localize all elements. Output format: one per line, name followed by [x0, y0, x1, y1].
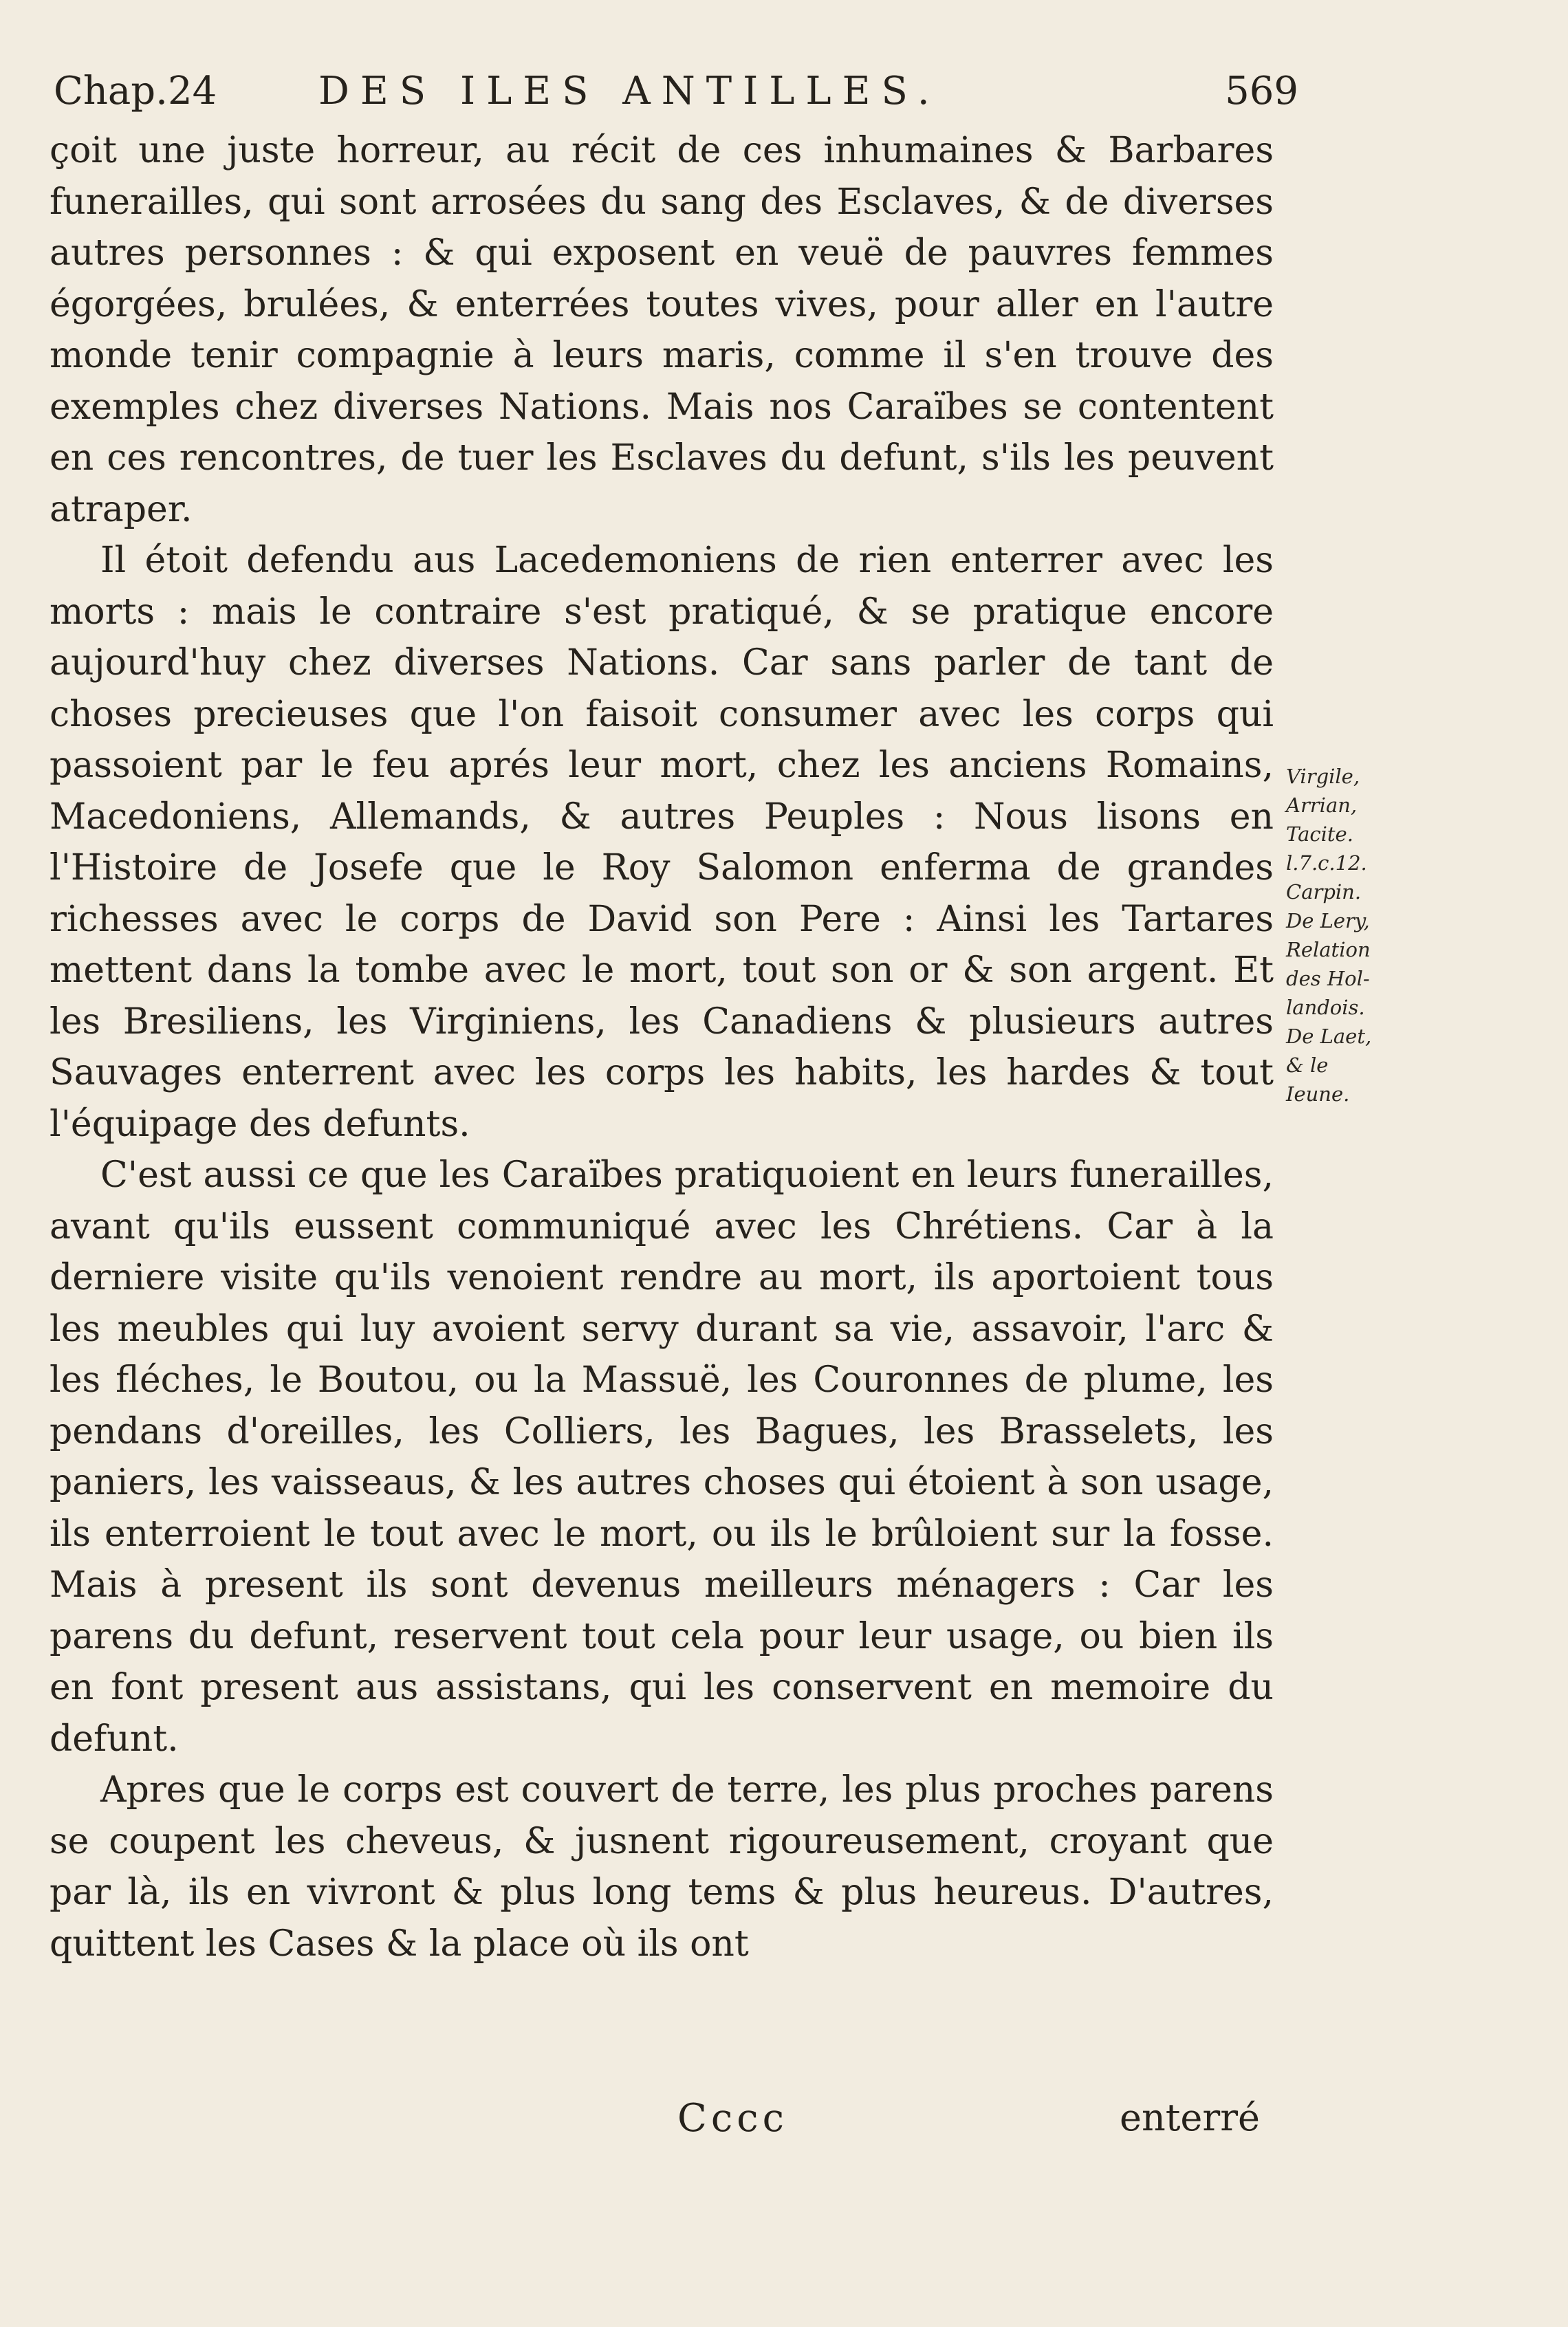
marginal-references	[1286, 762, 1424, 1108]
margin-note: De Laet,	[1286, 1025, 1372, 1048]
paragraph-2: Il étoit defendu aus Lacedemoniens de rien enterrer avec les morts : mais le contraire s'est pratiqué, & se pratique encore aujourd'huy chez diverses Nations. Car sans parler de tant de choses precieuses que l'on faisoit consumer avec les corps qui passoient par le feu aprés leur mort, chez les anciens Romains, Macedoniens, Allemands, & autres Peuples : Nous lisons en l'Histoire de Josefe que le Roy Salomon enferma de grandes richesses avec le corps de David son Pere : Ainsi les Tartares mettent dans la tombe avec le mort, tout son or & son argent. Et les Bresiliens, les Virginiens, les Canadiens & plusieurs autres Sauvages enterrent avec les corps les habits, les hardes & tout l'équipage des defunts.	[50, 540, 1274, 1145]
paragraph-3: C'est aussi ce que les Caraïbes pratiquoient en leurs funerailles, avant qu'ils eussent communiqué avec les Chrétiens. Car à la derniere visite qu'ils venoient rendre au mort, ils aportoient tous les meubles qui luy avoient servy durant sa vie, assavoir, l'arc & les fléches, le Boutou, ou la Massuë, les Couronnes de plume, les pendans d'oreilles, les Colliers, les Bagues, les Brasselets, les paniers, les vaisseaus, & les autres choses qui étoient à son usage, ils enterroient le tout avec le mort, ou ils le brûloient sur la fosse. Mais à present ils sont devenus meilleurs ménagers : Car les parens du defunt, reservent tout cela pour leur usage, ou bien ils en font present aus assistans, qui les conservent en memoire du defunt.	[50, 1155, 1274, 1760]
running-title: DES ILES ANTILLES.	[318, 69, 941, 113]
page-number: 569	[1225, 69, 1298, 113]
margin-note: Virgile,	[1286, 765, 1360, 788]
paragraph-4: Apres que le corps est couvert de terre, les plus proches parens se coupent les cheveus, & jusnent rigoureusement, croyant que par là, ils en vivront & plus long tems & plus heureus. D'autres, quittent les Cases & la place où ils ont	[50, 1769, 1274, 1965]
catchword: enterré	[1120, 2096, 1260, 2139]
margin-note: & le	[1286, 1053, 1329, 1077]
margin-note: des Hol-	[1286, 967, 1370, 990]
margin-note: Tacite.	[1286, 822, 1353, 846]
running-header	[54, 69, 1298, 124]
margin-note: Ieune.	[1286, 1082, 1350, 1106]
margin-note: Carpin.	[1286, 880, 1362, 904]
signature-mark: Cccc	[677, 2096, 788, 2141]
main-text	[50, 125, 1274, 1969]
margin-note: l.7.c.12.	[1286, 851, 1367, 875]
paragraph-1: çoit une juste horreur, au récit de ces inhumaines & Barbares funerailles, qui sont arrosées du sang des Esclaves, & de diverses autres personnes : & qui exposent en veuë de pauvres femmes égorgées, brulées, & enterrées toutes vives, pour aller en l'autre monde tenir compagnie à leurs maris, comme il s'en trouve des exemples chez diverses Nations. Mais nos Caraïbes se contentent en ces rencontres, de tuer les Esclaves du defunt, s'ils les peuvent atraper.	[50, 130, 1274, 530]
margin-note: Relation	[1286, 938, 1371, 961]
margin-note: Arrian,	[1286, 794, 1358, 817]
chapter-label: Chap.24	[54, 69, 217, 113]
margin-note: De Lery,	[1286, 909, 1370, 932]
margin-note: landois.	[1286, 996, 1365, 1019]
